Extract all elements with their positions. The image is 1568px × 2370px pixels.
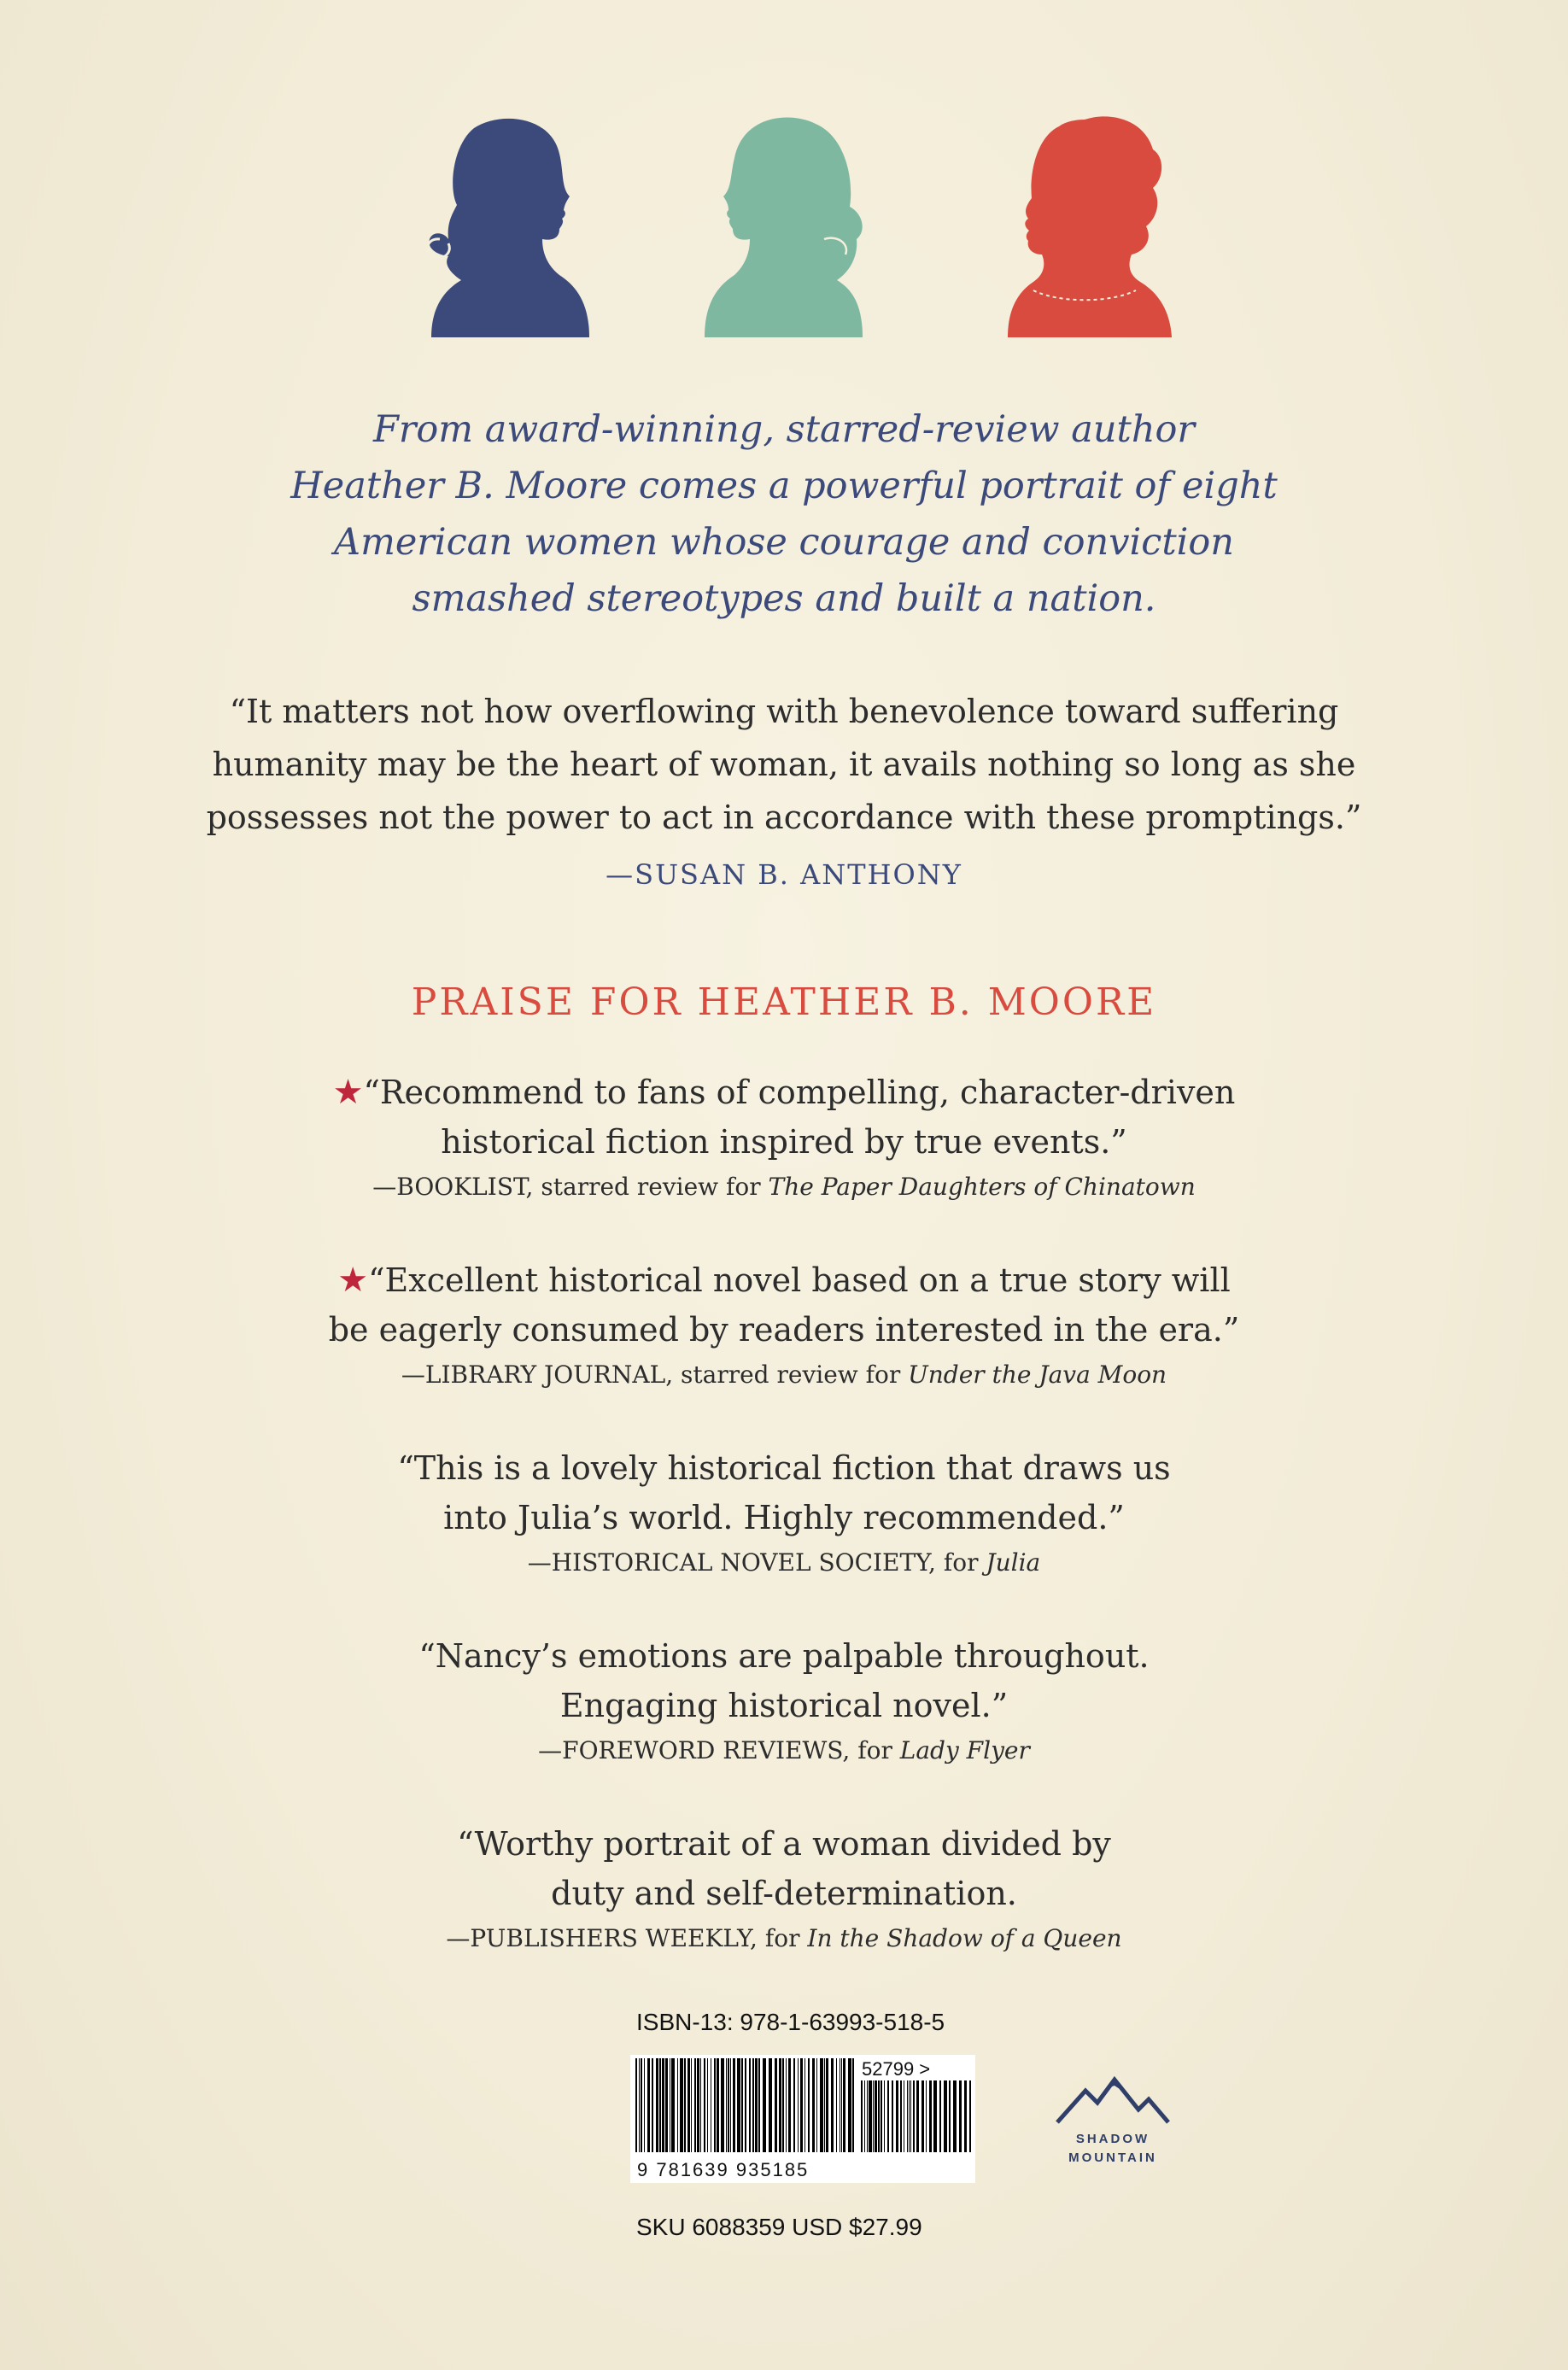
review-line: “Excellent historical novel based on a true story will [368, 1261, 1231, 1299]
barcode-bar [909, 2080, 910, 2152]
barcode-bar [824, 2058, 825, 2152]
barcode-bar [836, 2058, 837, 2152]
barcode-bar [647, 2058, 650, 2152]
barcode-bar [644, 2058, 645, 2152]
barcode-bar [745, 2058, 746, 2152]
barcode-bar [949, 2080, 951, 2152]
barcode-bar [864, 2080, 865, 2152]
review-line: “Nancy’s emotions are palpable throughout. [418, 1637, 1150, 1675]
barcode-bar [831, 2058, 834, 2152]
barcode-bar [714, 2058, 716, 2152]
review-book-title: In the Shadow of a Queen [807, 1924, 1122, 1952]
isbn-label: ISBN-13: 978-1-63993-518-5 [636, 2009, 945, 2035]
barcode-bar [737, 2058, 740, 2152]
review [229, 1631, 1339, 1770]
star-icon: ★ [332, 1073, 364, 1112]
barcode-bar [926, 2080, 927, 2152]
silhouettes-row [0, 111, 1568, 350]
barcode-bar [907, 2080, 908, 2152]
review-line: “This is a lovely historical fiction that draws us [397, 1449, 1171, 1487]
barcode-bar [878, 2080, 880, 2152]
review [229, 1255, 1339, 1394]
barcode-bar [933, 2080, 937, 2152]
barcode-bar [763, 2058, 766, 2152]
barcode-bar [820, 2058, 823, 2152]
barcode-bar [755, 2058, 758, 2152]
barcode-bar [717, 2058, 719, 2152]
barcode-bar [694, 2058, 696, 2152]
review-line: duty and self-determination. [551, 1875, 1017, 1912]
barcode-bar [769, 2058, 772, 2152]
review-book-title: Under the Java Moon [908, 1361, 1167, 1389]
barcode-bar [843, 2058, 845, 2152]
barcode-bar [779, 2058, 781, 2152]
barcode-bar [953, 2080, 957, 2152]
barcode-bar [804, 2058, 805, 2152]
review-line: into Julia’s world. Highly recommended.” [443, 1499, 1125, 1536]
review-for: for [764, 1924, 800, 1952]
barcode-bar [662, 2058, 664, 2152]
star-icon: ★ [337, 1261, 369, 1300]
blurb [186, 401, 1382, 627]
barcode-bar [884, 2080, 885, 2152]
price-code: 52799 > [858, 2058, 933, 2080]
quote-line: humanity may be the heart of woman, it avails nothing so long as she [212, 746, 1356, 783]
review [229, 1068, 1339, 1206]
review-line: be eagerly consumed by readers interested in the era.” [328, 1311, 1240, 1349]
publisher-name-line1: SHADOW [1075, 2132, 1150, 2146]
quote-line: “It matters not how overflowing with benevolence toward suffering [229, 693, 1339, 730]
review-source: —HISTORICAL NOVEL SOCIETY, [527, 1548, 936, 1577]
review-for: starred review for [681, 1361, 901, 1389]
barcode-bar [707, 2058, 708, 2152]
barcode-bar [786, 2058, 787, 2152]
publisher-name-line2: MOUNTAIN [1068, 2151, 1157, 2165]
barcode-bar [959, 2080, 962, 2152]
review-for: starred review for [541, 1173, 761, 1201]
barcode-bar [800, 2058, 803, 2152]
barcode-bar [892, 2080, 893, 2152]
review-source: —LIBRARY JOURNAL, [401, 1361, 674, 1389]
barcode-bar [887, 2080, 889, 2152]
barcode-digits: 9 781639 935185 [637, 2159, 810, 2180]
barcode-bar [848, 2058, 851, 2152]
blurb-line: American women whose courage and conviction [334, 521, 1234, 564]
barcode-bar [873, 2080, 874, 2152]
barcode-bar [969, 2080, 971, 2152]
barcode-bar [867, 2080, 868, 2152]
blurb-line: smashed stereotypes and built a nation. [412, 577, 1156, 620]
barcode-bar [700, 2058, 701, 2152]
barcode-bar [910, 2080, 911, 2152]
barcode-bar [687, 2058, 690, 2152]
review [229, 1443, 1339, 1582]
barcode-bar [875, 2080, 877, 2152]
barcode-bar [697, 2058, 699, 2152]
review-book-title: Julia [986, 1548, 1041, 1577]
barcode-bar [691, 2058, 692, 2152]
barcode-bar [733, 2058, 735, 2152]
barcode-bar [921, 2080, 924, 2152]
review-source: —BOOKLIST, [372, 1173, 534, 1201]
barcode-bar [852, 2058, 854, 2152]
barcode-bar [671, 2058, 675, 2152]
barcode-bar [869, 2080, 872, 2152]
barcode-bar [939, 2080, 941, 2152]
barcode-bar [808, 2058, 810, 2152]
epigraph-quote [171, 685, 1397, 844]
barcode-bar [741, 2058, 743, 2152]
barcode-bar [639, 2058, 640, 2152]
review-line: “Worthy portrait of a woman divided by [457, 1825, 1111, 1863]
barcode-bar [916, 2080, 919, 2152]
barcode-bar [841, 2058, 842, 2152]
barcode-bar [635, 2058, 637, 2152]
barcode-bar [752, 2058, 754, 2152]
sku-price: SKU 6088359 USD $27.99 [636, 2214, 922, 2240]
review-line: “Recommend to fans of compelling, character-driven [363, 1074, 1236, 1111]
barcode-bar [680, 2058, 683, 2152]
review-book-title: Lady Flyer [899, 1736, 1030, 1764]
barcode-bar [861, 2080, 863, 2152]
barcode-bar [788, 2058, 791, 2152]
barcode-bar [782, 2058, 784, 2152]
barcode-bar [900, 2080, 902, 2152]
quote-attribution: —SUSAN B. ANTHONY [606, 858, 962, 891]
quote-line: possesses not the power to act in accordance with these promptings.” [206, 799, 1362, 836]
review-source: —PUBLISHERS WEEKLY, [446, 1924, 758, 1952]
blurb-line: From award-winning, starred-review author [373, 408, 1195, 451]
barcode-bar [826, 2058, 828, 2152]
barcode-bar [656, 2058, 658, 2152]
navy-silhouette [414, 111, 594, 342]
barcode-bar [929, 2080, 932, 2152]
barcode-bar [812, 2058, 815, 2152]
publisher-logo [1049, 2075, 1177, 2168]
barcode-bar [721, 2058, 724, 2152]
red-silhouette [982, 111, 1179, 342]
barcode-bar [896, 2080, 898, 2152]
review-line: Engaging historical novel.” [559, 1687, 1009, 1724]
barcode-bar [944, 2080, 947, 2152]
barcode-bar [641, 2058, 642, 2152]
barcode-bar [913, 2080, 915, 2152]
review-for: for [857, 1736, 892, 1764]
barcode-bar [659, 2058, 661, 2152]
barcode-bar [726, 2058, 727, 2152]
barcode-bar [881, 2080, 882, 2152]
mountain-icon [1053, 2075, 1173, 2127]
barcode-bar [793, 2058, 795, 2152]
barcode-bar [730, 2058, 731, 2152]
praise-heading: PRAISE FOR HEATHER B. MOORE [411, 980, 1157, 1024]
barcode-bar [749, 2058, 751, 2152]
review [229, 1819, 1339, 1957]
review-for: for [943, 1548, 979, 1577]
review-source: —FOREWORD REVIEWS, [538, 1736, 851, 1764]
barcode-bar [728, 2058, 729, 2152]
teal-silhouette [696, 111, 875, 342]
barcode-bar [816, 2058, 817, 2152]
barcode-bar [964, 2080, 967, 2152]
blurb-line: Heather B. Moore comes a powerful portrait of eight [290, 465, 1278, 507]
barcode-bar [798, 2058, 799, 2152]
barcode-bar [704, 2058, 705, 2152]
review-line: historical fiction inspired by true events.” [441, 1123, 1127, 1161]
review-book-title: The Paper Daughters of Chinatown [768, 1173, 1196, 1201]
barcode-bar [665, 2058, 668, 2152]
barcode-bar [684, 2058, 686, 2152]
barcode-bar [677, 2058, 678, 2152]
barcode-bar [652, 2058, 653, 2152]
barcode-bar [775, 2058, 777, 2152]
barcode-bar [758, 2058, 760, 2152]
